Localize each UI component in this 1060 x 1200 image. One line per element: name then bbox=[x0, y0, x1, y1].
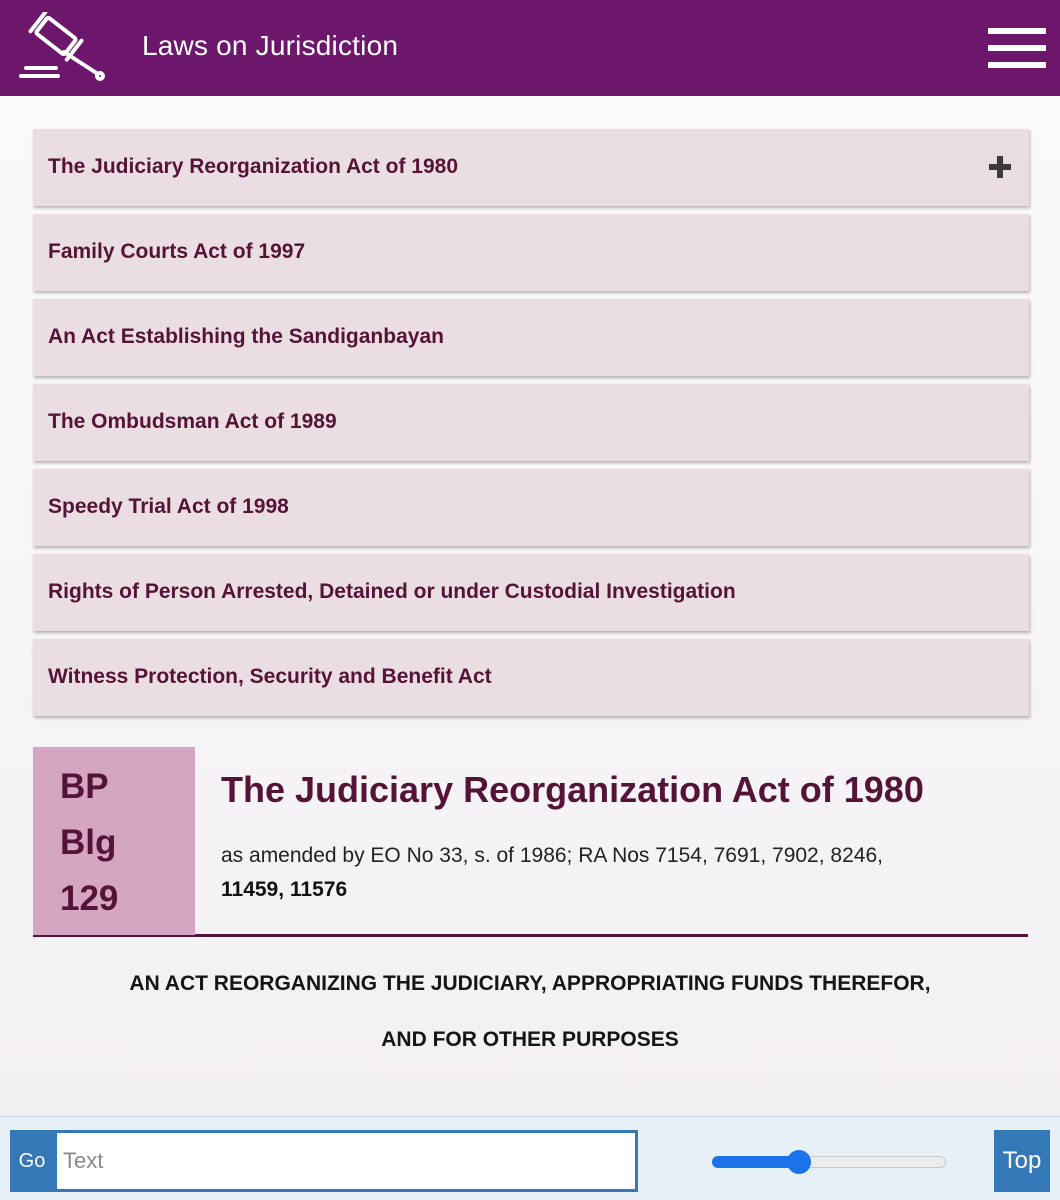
badge-line: 129 bbox=[60, 879, 119, 918]
menu-bar-line bbox=[988, 62, 1046, 68]
accordion-item-label: Witness Protection, Security and Benefit Act bbox=[48, 665, 492, 688]
accordion-item-sandiganbayan[interactable] bbox=[33, 299, 1029, 376]
accordion-item-ombudsman[interactable] bbox=[33, 384, 1029, 461]
accordion-item-speedy-trial[interactable] bbox=[33, 469, 1029, 546]
accordion-item-label: Family Courts Act of 1997 bbox=[48, 240, 306, 263]
amendment-bold-numbers: 11459, 11576 bbox=[221, 878, 348, 901]
bottom-toolbar bbox=[0, 1116, 1060, 1200]
app-title: Laws on Jurisdiction bbox=[142, 30, 399, 61]
menu-bar-line bbox=[988, 45, 1046, 51]
top-button[interactable]: Top bbox=[994, 1130, 1050, 1192]
accordion-item-judiciary-reorganization[interactable] bbox=[33, 129, 1029, 206]
font-size-slider[interactable] bbox=[712, 1150, 946, 1172]
accordion-item-rights-of-person-arrested[interactable] bbox=[33, 554, 1029, 631]
plus-icon[interactable] bbox=[989, 156, 1011, 178]
accordion-item-witness-protection[interactable] bbox=[33, 639, 1029, 716]
accordion-item-label: Rights of Person Arrested, Detained or under Custodial Investigation bbox=[48, 580, 736, 603]
app-bar bbox=[0, 0, 1060, 96]
law-header bbox=[33, 747, 1028, 937]
badge-line: Blg bbox=[60, 823, 117, 862]
law-title: The Judiciary Reorganization Act of 1980 bbox=[221, 769, 924, 810]
law-accordion bbox=[33, 129, 1029, 724]
go-button[interactable]: Go bbox=[10, 1130, 54, 1192]
accordion-item-label: The Ombudsman Act of 1989 bbox=[48, 410, 337, 433]
gavel-icon bbox=[18, 12, 110, 84]
hamburger-menu-icon[interactable] bbox=[986, 28, 1048, 70]
main-content bbox=[0, 96, 1060, 1116]
slider-thumb[interactable] bbox=[787, 1150, 811, 1174]
accordion-item-label: The Judiciary Reorganization Act of 1980 bbox=[48, 155, 458, 178]
law-number-badge bbox=[33, 747, 195, 935]
accordion-item-family-courts[interactable] bbox=[33, 214, 1029, 291]
search-input[interactable] bbox=[54, 1130, 638, 1192]
amendment-note bbox=[221, 839, 981, 907]
accordion-item-label: An Act Establishing the Sandiganbayan bbox=[48, 325, 444, 348]
menu-bar-line bbox=[988, 28, 1046, 34]
preamble-line: AN ACT REORGANIZING THE JUDICIARY, APPROPRIATING FUNDS THEREFOR, bbox=[129, 972, 931, 995]
accordion-item-label: Speedy Trial Act of 1998 bbox=[48, 495, 289, 518]
amendment-text: as amended by EO No 33, s. of 1986; RA Nos 7154, 7691, 7902, 8246, bbox=[221, 844, 883, 867]
slider-fill bbox=[712, 1156, 799, 1168]
badge-line: BP bbox=[60, 767, 109, 806]
preamble-line: AND FOR OTHER PURPOSES bbox=[381, 1028, 679, 1051]
